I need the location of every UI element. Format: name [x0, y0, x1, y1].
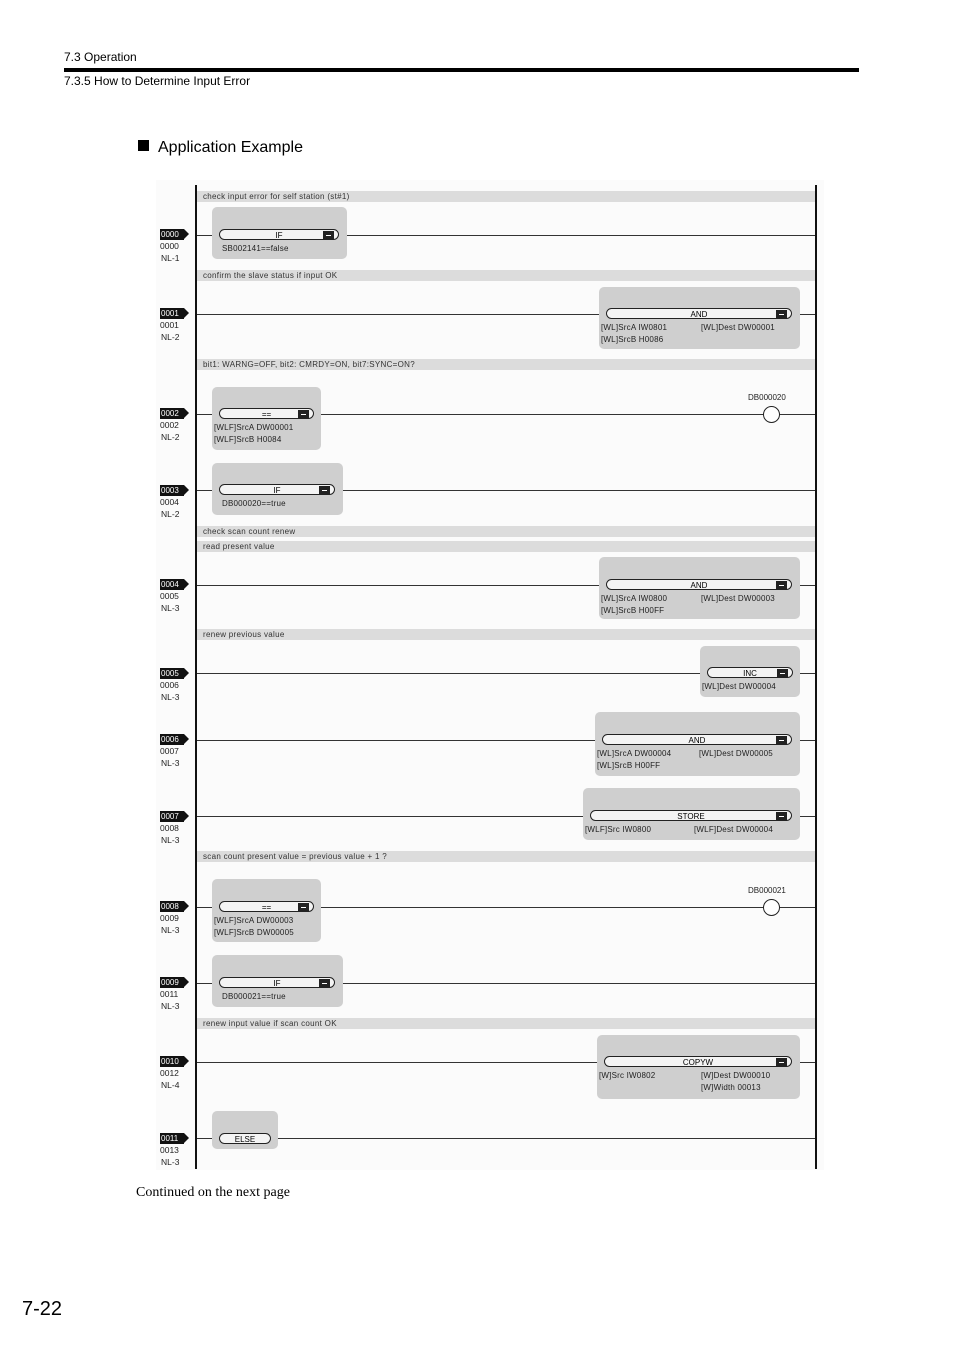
coil-label: DB000021	[748, 886, 786, 895]
rung-comment: renew previous value	[197, 629, 815, 640]
output-coil[interactable]	[763, 406, 780, 423]
page-number: 7-22	[22, 1298, 63, 1320]
function-icon	[319, 979, 330, 988]
function-icon	[323, 231, 334, 240]
rung-comment: bit1: WARNG=OFF, bit2: CMRDY=ON, bit7:SYNC=ON?	[197, 359, 815, 370]
function-icon	[298, 903, 309, 912]
function-icon	[777, 669, 788, 678]
rung-comment: read present value	[197, 541, 815, 552]
header-subsection: 7.3.5 How to Determine Input Error	[64, 74, 251, 88]
rung-label[interactable]: 0008 0009 NL-3	[160, 901, 184, 936]
function-icon	[298, 410, 309, 419]
rung-label[interactable]: 0003 0004 NL-2	[160, 485, 184, 520]
function-icon	[776, 1058, 787, 1067]
function-icon	[776, 736, 787, 745]
rung-label[interactable]: 0005 0006 NL-3	[160, 668, 184, 703]
rung-label[interactable]: 0010 0012 NL-4	[160, 1056, 184, 1091]
rung-wire	[197, 1138, 815, 1139]
rung-label[interactable]: 0001 0001 NL-2	[160, 308, 184, 343]
rung-label[interactable]: 0009 0011 NL-3	[160, 977, 184, 1012]
rung-comment: check input error for self station (st#1)	[197, 191, 815, 202]
section-title: Application Example	[138, 139, 303, 157]
compare-block[interactable]: == [WLF]SrcA DW00003 [WLF]SrcB DW00005	[212, 879, 321, 942]
and-block[interactable]: AND [WL]SrcA IW0801 [WL]Dest DW00001 [WL]SrcB H0086	[599, 287, 800, 349]
header-rule	[64, 68, 859, 72]
function-icon	[776, 581, 787, 590]
rung-label[interactable]: 0004 0005 NL-3	[160, 579, 184, 614]
rung-comment: check scan count renew	[197, 526, 815, 537]
and-block[interactable]: AND [WL]SrcA DW00004 [WL]Dest DW00005 [WL]SrcB H00FF	[595, 712, 800, 776]
if-block[interactable]: IF DB000021==true	[212, 955, 343, 1007]
copyw-block[interactable]: COPYW [W]Src IW0802 [W]Dest DW00010 [W]Width 00013	[597, 1035, 800, 1099]
header-section: 7.3 Operation	[64, 50, 137, 64]
else-block[interactable]: ELSE	[212, 1111, 278, 1149]
square-bullet-icon	[138, 140, 149, 151]
if-block[interactable]: IF SB002141==false	[212, 207, 347, 259]
output-coil[interactable]	[763, 899, 780, 916]
inc-block[interactable]: INC [WL]Dest DW00004	[700, 646, 800, 697]
rung-comment: confirm the slave status if input OK	[197, 270, 815, 281]
rung-label[interactable]: 0011 0013 NL-3	[160, 1133, 184, 1168]
rung-label[interactable]: 0007 0008 NL-3	[160, 811, 184, 846]
continued-note: Continued on the next page	[136, 1185, 290, 1200]
function-icon	[776, 812, 787, 821]
function-icon	[319, 486, 330, 495]
if-block[interactable]: IF DB000020==true	[212, 463, 343, 515]
compare-block[interactable]: == [WLF]SrcA DW00001 [WLF]SrcB H0084	[212, 387, 321, 450]
coil-label: DB000020	[748, 393, 786, 402]
store-block[interactable]: STORE [WLF]Src IW0800 [WLF]Dest DW00004	[583, 788, 800, 840]
and-block[interactable]: AND [WL]SrcA IW0800 [WL]Dest DW00003 [WL]SrcB H00FF	[599, 557, 800, 619]
right-power-rail	[815, 185, 817, 1169]
rung-comment: renew input value if scan count OK	[197, 1018, 815, 1029]
rung-label[interactable]: 0002 0002 NL-2	[160, 408, 184, 443]
rung-label[interactable]: 0006 0007 NL-3	[160, 734, 184, 769]
rung-label[interactable]: 0000 0000 NL-1	[160, 229, 184, 264]
rung-comment: scan count present value = previous value + 1 ?	[197, 851, 815, 862]
function-icon	[776, 310, 787, 319]
